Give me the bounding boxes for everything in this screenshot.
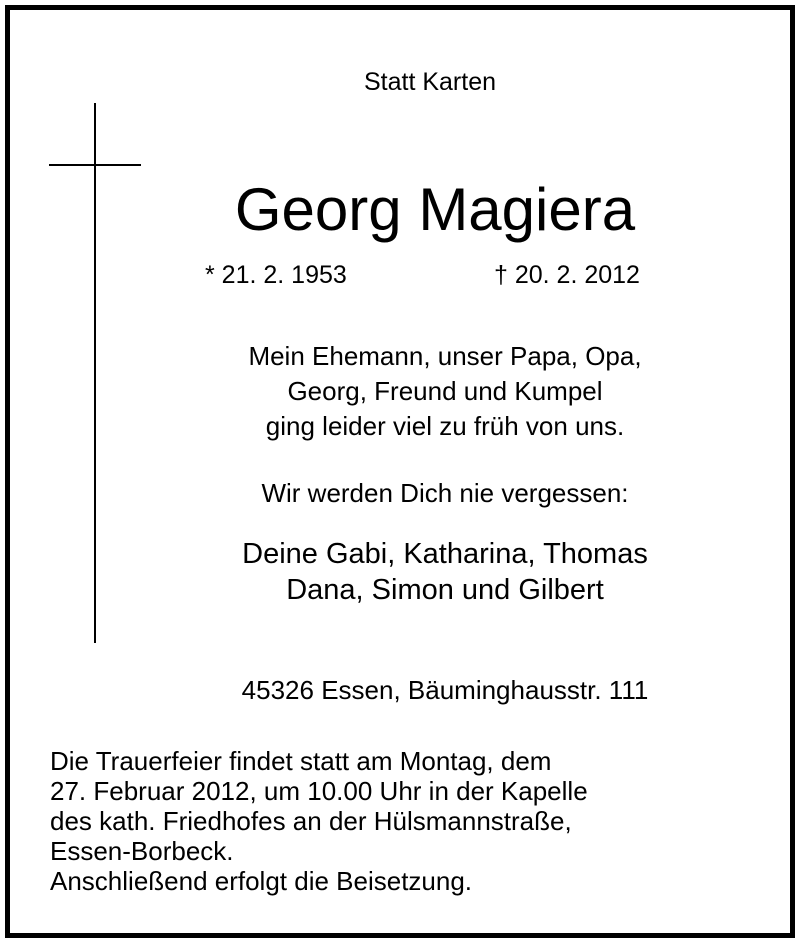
cross-horizontal-bar <box>49 164 141 166</box>
family-address: 45326 Essen, Bäuminghausstr. 111 <box>241 675 649 705</box>
service-line: Essen-Borbeck. <box>50 836 234 866</box>
message-text <box>190 339 700 444</box>
cross-vertical-bar <box>94 103 96 643</box>
family-names <box>185 536 705 608</box>
family-line: Dana, Simon und Gilbert <box>286 574 604 606</box>
message-line: ging leider viel zu früh von uns. <box>265 411 625 441</box>
deceased-name: Georg Magiera <box>234 176 636 243</box>
birth-date: * 21. 2. 1953 <box>205 261 347 289</box>
service-line: Die Trauerfeier findet statt am Montag, dem <box>50 746 552 776</box>
farewell-text: Wir werden Dich nie vergessen: <box>261 478 629 508</box>
funeral-service-info <box>50 746 770 896</box>
service-line: des kath. Friedhofes an der Hülsmannstraße, <box>50 806 572 836</box>
death-date: † 20. 2. 2012 <box>494 261 640 289</box>
family-line: Deine Gabi, Katharina, Thomas <box>242 538 648 570</box>
service-line: 27. Februar 2012, um 10.00 Uhr in der Kapelle <box>50 776 588 806</box>
service-line: Anschließend erfolgt die Beisetzung. <box>50 866 473 896</box>
message-line: Mein Ehemann, unser Papa, Opa, <box>248 341 642 371</box>
message-line: Georg, Freund und Kumpel <box>287 376 603 406</box>
header-statt-karten: Statt Karten <box>363 68 497 96</box>
